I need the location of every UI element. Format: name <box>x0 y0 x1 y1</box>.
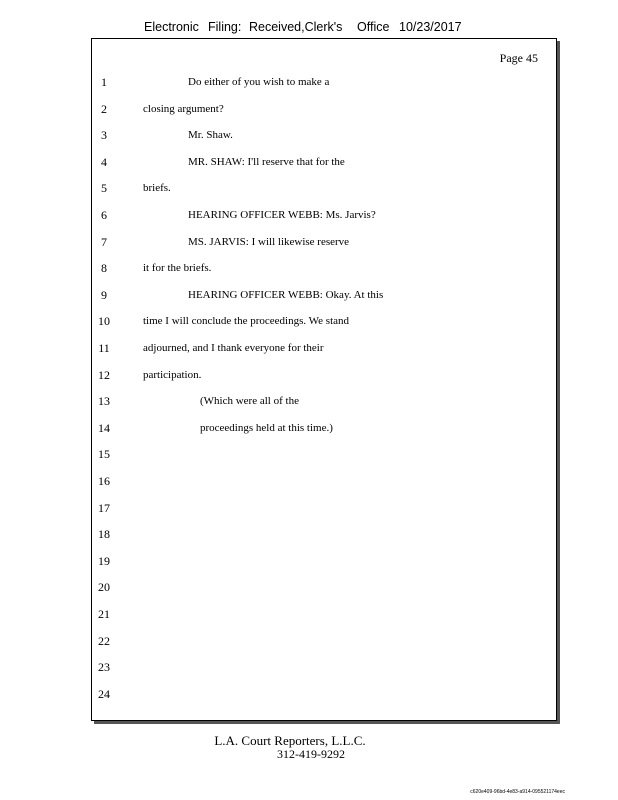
filing-stamp-word: Office <box>357 20 390 34</box>
line-number: 16 <box>98 474 110 488</box>
filing-stamp-date: 10/23/2017 <box>399 20 462 34</box>
line-number: 3 <box>101 128 107 143</box>
transcript-line: participation. <box>143 368 202 381</box>
transcript-line: time I will conclude the proceedings. We stand <box>143 315 350 328</box>
page-number: Page 45 <box>499 51 538 65</box>
transcript-line: Do either of you wish to make a <box>188 76 330 88</box>
line-number: 17 <box>98 500 110 515</box>
filing-stamp-word: Received,Clerk's <box>249 20 343 34</box>
line-number: 1 <box>101 75 107 89</box>
filing-stamp-header <box>0 20 618 38</box>
line-number: 19 <box>98 553 110 568</box>
line-number: 13 <box>98 394 110 409</box>
filing-stamp-word: Filing: <box>208 20 242 34</box>
transcript-line: HEARING OFFICER WEBB: Ms. Jarvis? <box>188 209 376 221</box>
line-number: 14 <box>98 420 110 435</box>
transcript-line: (Which were all of the <box>200 395 299 408</box>
line-number: 7 <box>101 234 107 249</box>
line-number: 9 <box>101 287 107 302</box>
line-number: 18 <box>98 527 110 542</box>
transcript-line: proceedings held at this time.) <box>200 421 333 434</box>
line-number: 8 <box>101 261 107 276</box>
transcript-line: HEARING OFFICER WEBB: Okay. At this <box>188 288 384 301</box>
transcript-line: it for the briefs. <box>143 262 212 275</box>
line-number: 2 <box>101 101 107 116</box>
line-number: 21 <box>98 607 110 621</box>
line-number: 5 <box>101 181 107 196</box>
line-number: 4 <box>101 154 107 169</box>
line-number: 15 <box>98 447 110 462</box>
line-number: 20 <box>98 580 110 595</box>
document-id: c620e409-96bd-4e83-a914-095521174eec <box>470 789 565 795</box>
transcript-line: MS. JARVIS: I will likewise reserve <box>188 235 350 248</box>
transcript-line: Mr. Shaw. <box>188 129 233 142</box>
transcript-line: closing argument? <box>143 102 224 115</box>
filing-stamp-word: Electronic <box>144 20 199 34</box>
line-number: 6 <box>101 208 107 222</box>
line-number: 23 <box>98 660 110 675</box>
transcript-line: MR. SHAW: I'll reserve that for the <box>188 155 345 168</box>
reporter-phone: 312-419-9292 <box>277 747 345 761</box>
line-number: 12 <box>98 367 110 382</box>
reporter-company-name: L.A. Court Reporters, L.L.C. <box>214 733 366 748</box>
line-number: 24 <box>98 686 110 701</box>
line-number: 22 <box>98 633 110 648</box>
transcript-line: adjourned, and I thank everyone for their <box>143 342 324 354</box>
line-number: 11 <box>98 341 110 355</box>
transcript-line: briefs. <box>143 182 171 195</box>
line-number: 10 <box>98 314 110 329</box>
